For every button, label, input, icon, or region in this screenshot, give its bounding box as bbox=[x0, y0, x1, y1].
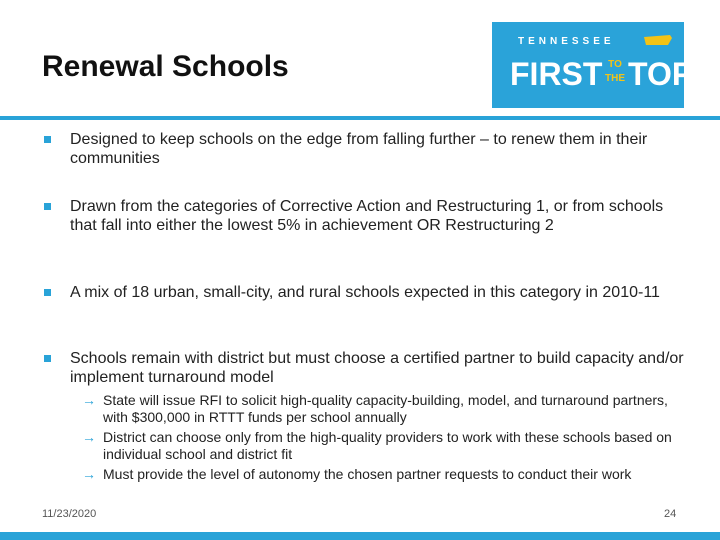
slide-title: Renewal Schools bbox=[42, 50, 289, 83]
sub-bullet-item bbox=[82, 392, 682, 426]
bullet-text: Drawn from the categories of Corrective Action and Restructuring 1, or from schools that fall into either the lowest 5% in achievement OR Restructuring 2 bbox=[70, 198, 664, 234]
arrow-right-icon: → bbox=[82, 429, 96, 445]
bullet-text: Designed to keep schools on the edge from falling further – to renew them in their communities bbox=[70, 131, 648, 167]
page-number: 24 bbox=[664, 508, 677, 520]
bullet-item bbox=[42, 349, 692, 387]
title-divider bbox=[0, 116, 720, 120]
bottom-accent-bar bbox=[0, 532, 720, 540]
bullet-item bbox=[42, 197, 692, 235]
sub-bullet-text: State will issue RFI to solicit high-quality capacity-building, model, and turnaround partners, with $300,000 in RTTT funds per school annually bbox=[103, 392, 668, 425]
logo-state-text: TENNESSEE bbox=[518, 36, 615, 47]
sub-bullet-text: District can choose only from the high-quality providers to work with these schools based on individual school and district fit bbox=[103, 429, 672, 462]
bullet-item bbox=[42, 283, 692, 302]
sub-bullet-item bbox=[82, 466, 682, 483]
logo-word-top: TOP bbox=[628, 56, 694, 92]
first-to-the-top-logo bbox=[492, 22, 694, 108]
square-bullet-icon bbox=[44, 203, 51, 210]
bullet-text: A mix of 18 urban, small-city, and rural schools expected in this category in 2010-11 bbox=[70, 284, 660, 301]
footer-date: 11/23/2020 bbox=[42, 508, 97, 520]
arrow-right-icon: → bbox=[82, 392, 96, 408]
sub-bullet-item bbox=[82, 429, 682, 463]
square-bullet-icon bbox=[44, 136, 51, 143]
tennessee-shape-icon bbox=[644, 35, 672, 45]
sub-bullet-text: Must provide the level of autonomy the chosen partner requests to conduct their work bbox=[103, 466, 632, 482]
arrow-right-icon: → bbox=[82, 466, 96, 482]
logo-small-words bbox=[603, 58, 627, 86]
bullet-item bbox=[42, 130, 692, 168]
logo-small-the: THE bbox=[605, 73, 625, 84]
square-bullet-icon bbox=[44, 355, 51, 362]
square-bullet-icon bbox=[44, 289, 51, 296]
bullet-text: Schools remain with district but must choose a certified partner to build capacity and/or implement turnaround model bbox=[70, 350, 684, 386]
logo-word-first: FIRST bbox=[510, 56, 603, 92]
sub-bullet-list bbox=[82, 392, 682, 486]
logo-small-to: TO bbox=[608, 59, 622, 70]
